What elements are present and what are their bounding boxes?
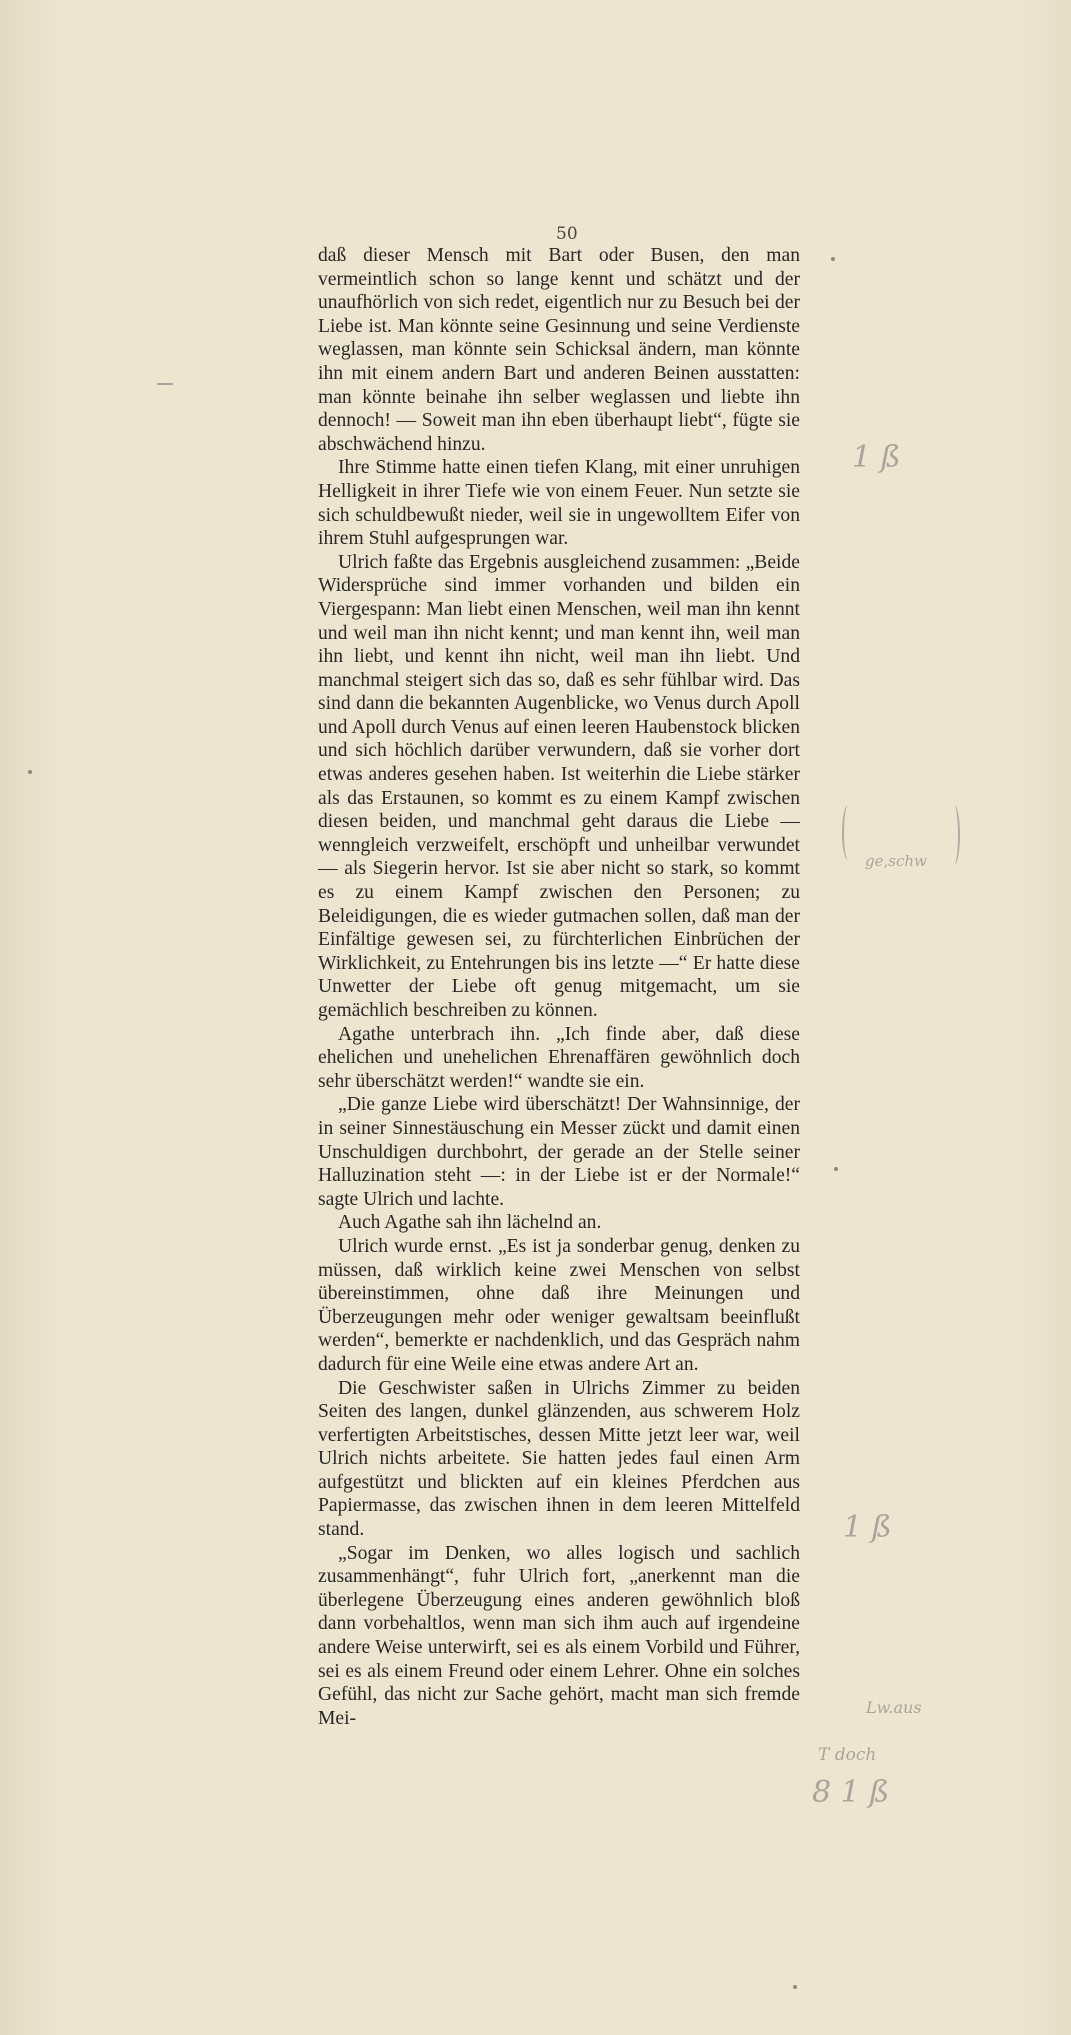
margin-annotation: 1 ß [852,440,901,475]
paragraph-5: „Die ganze Liebe wird überschätzt! Der Wahnsinnige, der in seiner Sinnestäuschung ein Messer zückt und damit einen Unschuldigen durchbohrt, der gerade an der Stelle seiner Halluzination steht —: in der Liebe ist er der Normale!“ sagte Ulrich und lachte. [318,1094,800,1210]
margin-bracket-left [842,805,854,860]
paper-speck [28,770,32,774]
margin-annotation: Lw.aus [866,1698,922,1717]
body-text [318,244,800,1730]
paragraph-9: „Sogar im Denken, wo alles logisch und sachlich zusammenhängt“, fuhr Ulrich fort, „anerkennt man die überlegene Überzeugung eines anderen gewöhnlich bloß dann vorbehaltlos, wenn man sich ihm auch auf irgendeine andere Weise unterwirft, sei es als einem Vorbild und Führer, sei es als einem Freund oder einem Lehrer. Ohne ein solches Gefühl, das nicht zur Sache gehört, macht man sich fremde Mei- [318,1542,800,1729]
margin-annotation: T doch [818,1745,877,1765]
page-number: 50 [556,224,578,244]
paragraph-3: Ulrich faßte das Ergebnis ausgleichend zusammen: „Beide Widersprüche sind immer vorhanden und bilden ein Viergespann: Man liebt einen Menschen, weil man ihn kennt und weil man ihn nicht kennt; und man kennt ihn, weil man ihn liebt, und kennt ihn nicht, weil man ihn liebt. Und manchmal steigert sich das so, daß es sehr fühlbar wird. Das sind dann die bekannten Augenblicke, wo Venus durch Apoll und Apoll durch Venus auf einen leeren Haubenstock blicken und sich höchlich darüber verwundern, daß sie vorher dort etwas anderes gesehen haben. Ist weiterhin die Liebe stärker als das Erstaunen, so kommt es zu einem Kampf zwischen diesen beiden, und manchmal geht daraus die Liebe — wenngleich verzweifelt, erschöpft und unheilbar verwundet — als Siegerin hervor. Ist sie aber nicht so stark, so kommt es zu einem Kampf zwischen den Personen; zu Beleidigungen, die es wieder gutmachen sollen, daß man der Einfältige gewesen sei, zu fürchterlichen Einbrüchen der Wirklichkeit, zu Entehrungen bis ins letzte —“ Er hatte diese Unwetter der Liebe oft genug mitgemacht, um sie gemächlich beschreiben zu können. [318,551,800,1021]
margin-annotation: 8 1 ß [812,1775,890,1810]
paragraph-8: Die Geschwister saßen in Ulrichs Zimmer zu beiden Seiten des langen, dunkel glänzenden, aus schwerem Holz verfertigten Arbeitstisches, dessen Mitte jetzt leer war, weil Ulrich nichts arbeitete. Sie hatten jedes faul einen Arm aufgestützt und blickten auf ein kleines Pferdchen aus Papiermasse, das zwischen ihnen in dem leeren Mittelfeld stand. [318,1377,800,1541]
paragraph-2: Ihre Stimme hatte einen tiefen Klang, mit einer unruhigen Helligkeit in ihrer Tiefe wie von einem Feuer. Nun setzte sie sich schuldbewußt nieder, weil sie in ungewolltem Eifer von ihrem Stuhl aufgesprungen war. [318,457,800,550]
margin-bracket-right [948,805,960,865]
margin-annotation: 1 ß [843,1510,892,1545]
paper-speck [793,1985,797,1989]
paragraph-6: Auch Agathe sah ihn lächelnd an. [338,1212,602,1234]
paragraph-1: daß dieser Mensch mit Bart oder Busen, den man vermeintlich schon so lange kennt und schätzt und der unaufhörlich von sich redet, eigentlich nur zu Besuch bei der Liebe ist. Man könnte seine Gesinnung und seine Verdienste weglassen, man könnte sein Schicksal ändern, man könnte ihn mit einem andern Bart und anderen Beinen ausstatten: man könnte beinahe ihn selber weglassen und liebte ihn dennoch! — Soweit man ihn eben überhaupt liebt“, fügte sie abschwächend hinzu. [318,245,800,455]
margin-annotation: ge,schw [865,852,927,870]
margin-pencil-mark [157,383,173,385]
paper-speck [834,1167,838,1171]
paragraph-7: Ulrich wurde ernst. „Es ist ja sonderbar genug, denken zu müssen, daß wirklich keine zwei Menschen von selbst übereinstimmen, ohne daß ihre Meinungen und Überzeugungen mehr oder weniger gewaltsam beeinflußt werden“, bemerkte er nachdenklich, und das Gespräch nahm dadurch für eine Weile eine etwas andere Art an. [318,1235,800,1375]
paragraph-4: Agathe unterbrach ihn. „Ich finde aber, daß diese ehelichen und unehelichen Ehrenaffären gewöhnlich doch sehr überschätzt werden!“ wandte sie ein. [318,1023,800,1092]
paper-speck [831,257,835,261]
